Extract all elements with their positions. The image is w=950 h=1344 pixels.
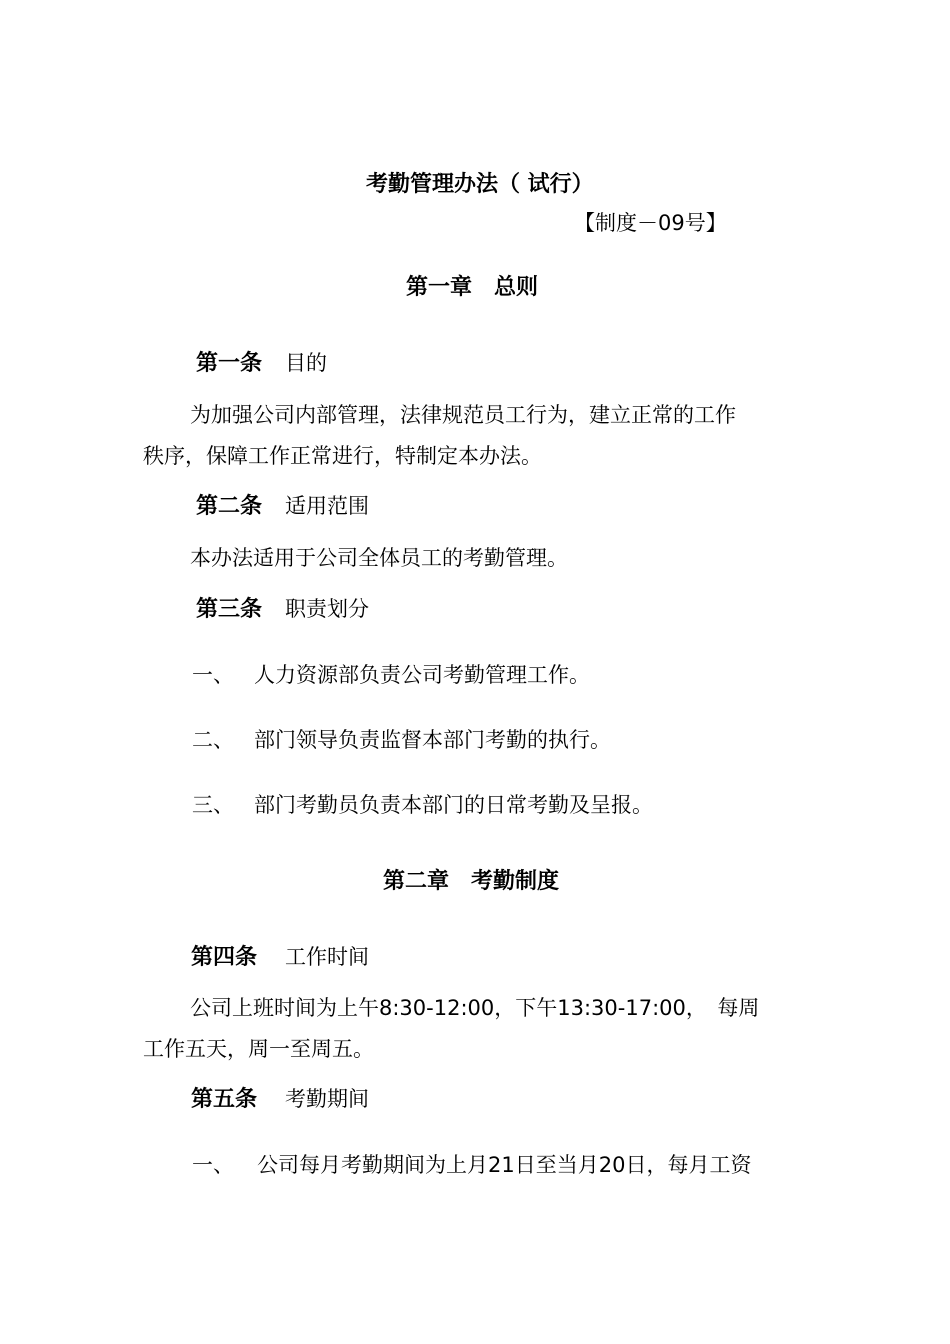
chapter-2-title: 第二章 考勤制度 xyxy=(383,869,560,894)
article-4-line-1: 公司上班时间为上午8:30-12:00，下午13:30-17:00， 每周 xyxy=(190,996,760,1020)
list-item-ordinal: 三、 xyxy=(192,793,234,817)
article-2-number: 第二条 xyxy=(196,493,263,519)
article-3-number: 第三条 xyxy=(196,596,263,622)
chapter-1-title: 第一章 总则 xyxy=(406,275,539,300)
list-item-ordinal: 二、 xyxy=(192,728,234,752)
article-1-name: 目的 xyxy=(285,351,327,375)
article-4-number: 第四条 xyxy=(191,944,258,970)
list-item-ordinal: 一、 xyxy=(192,1153,234,1177)
article-2-line-1: 本办法适用于公司全体员工的考勤管理。 xyxy=(190,546,568,570)
article-5-number: 第五条 xyxy=(191,1086,258,1112)
list-item-text: 部门领导负责监督本部门考勤的执行。 xyxy=(254,728,611,752)
list-item-ordinal: 一、 xyxy=(192,663,234,687)
document-title: 考勤管理办法（ 试行） xyxy=(366,172,594,197)
document-number: 【制度－09号】 xyxy=(574,211,727,235)
list-item-text: 人力资源部负责公司考勤管理工作。 xyxy=(254,663,590,687)
article-4-line-2: 工作五天，周一至周五。 xyxy=(143,1037,374,1061)
article-3-name: 职责划分 xyxy=(285,597,369,621)
article-1-number: 第一条 xyxy=(196,350,263,376)
article-2-name: 适用范围 xyxy=(285,494,369,518)
article-5-name: 考勤期间 xyxy=(285,1087,369,1111)
article-1-line-1: 为加强公司内部管理，法律规范员工行为，建立正常的工作 xyxy=(190,403,736,427)
article-1-line-2: 秩序，保障工作正常进行，特制定本办法。 xyxy=(143,444,542,468)
article-4-name: 工作时间 xyxy=(285,945,369,969)
list-item-text: 部门考勤员负责本部门的日常考勤及呈报。 xyxy=(254,793,653,817)
list-item-text: 公司每月考勤期间为上月21日至当月20日，每月工资 xyxy=(257,1153,752,1177)
